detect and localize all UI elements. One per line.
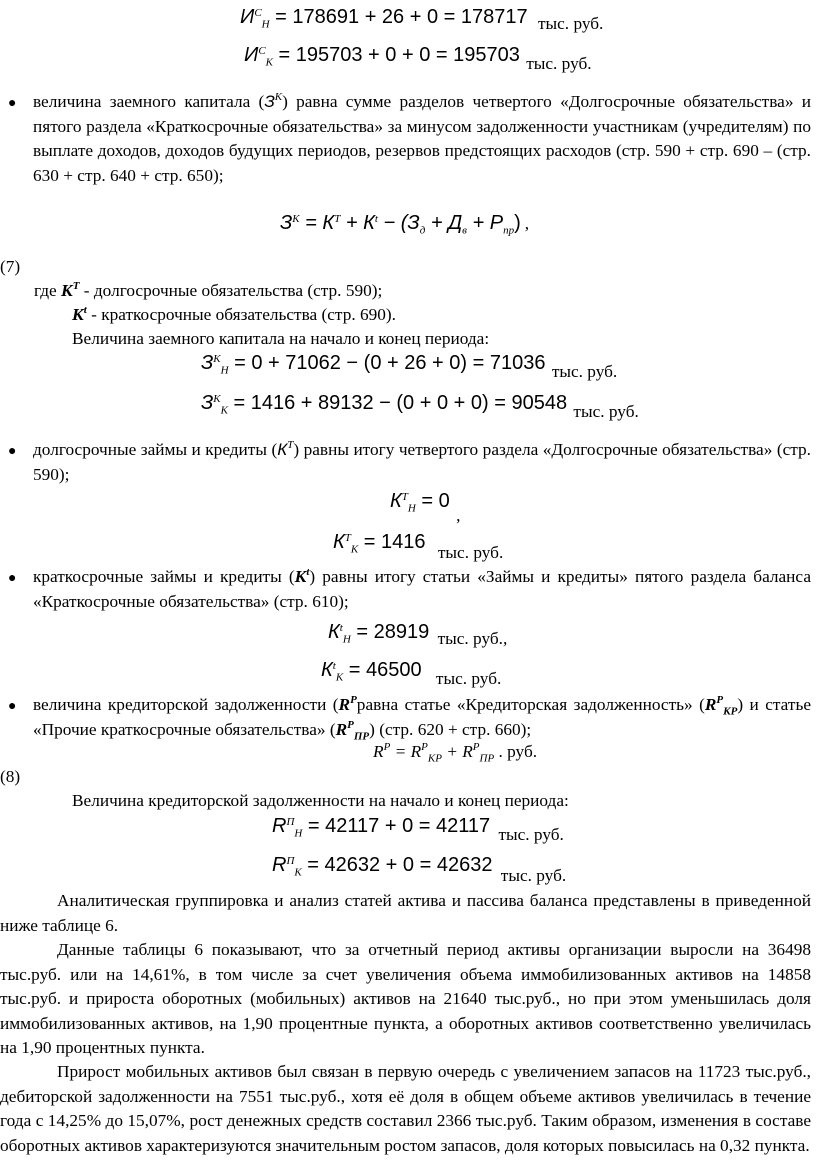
formula-ic-end: $И^С_К = 195703 + 0 + 0 = 195703$ тыс. руб. bbox=[244, 44, 592, 73]
bullet-borrowed-capital: величина заемного капитала $(З^К)$ равна сумме разделов четвертого «Долгосрочные обязательства» и пятого раздела «Краткосрочные обязательства» за минусом задолженности участникам (учредителям) по выплате доходов, доходов будущих периодов, резервов предстоящих расходов (стр. 590 + стр. 690 – (стр. 630 + стр. 640 + стр. 650); bbox=[33, 91, 812, 185]
formula-lt-start: $К^Т_Н = 0$ , bbox=[390, 490, 461, 525]
where-long-term: где $К^Т$ - долгосрочные обязательства (стр. 590); bbox=[34, 280, 383, 300]
bullet-accounts-payable: величина кредиторской задолженности ($R^Pравна$ статье «Кредиторская задолженность» $(R^P_{КР})$ и статье «Прочие краткосрочные обязательства» $(R^P_{ПР})$ (стр. 620 + стр. 660); bbox=[33, 694, 812, 742]
paragraph-mobile-assets: Прирост мобильных активов был связан в первую очередь с увеличением запасов на 11723 тыс.руб., дебиторской задолженности на 7551 тыс.руб., хотя её доля в общем объеме активов увеличилась в течение года с 14,25% до 15,07%, рост денежных средств составил 2366 тыс.руб. Таким образом, изменения в составе оборотных активов характеризуются значительным ростом запасов, доля которых повысилась на 0,32 пункта. bbox=[0, 1062, 811, 1155]
formula-accounts-payable: $R^P = R^P_{КР} + R^P_{ПР}$ . руб. bbox=[373, 741, 538, 765]
paragraph-table-data: Данные таблицы 6 показывают, что за отчетный период активы организации выросли на 36498 тыс.руб. или на 14,61%, в том числе за счет увеличения объема иммобилизованных активов на 14858 тыс.руб. и прироста оборотных (мобильных) активов на 21640 тыс.руб., но при этом уменьшилась доля иммобилизованных активов, на 1,90 процентные пункта, а оборотных активов соответственно увеличилась на 1,90 процентных пункта. bbox=[0, 940, 811, 1057]
payables-intro: Величина кредиторской задолженности на начало и конец периода: bbox=[72, 791, 569, 810]
paragraph-analytical-grouping: Аналитическая группировка и анализ статей актива и пассива баланса представлены в приведенной ниже таблице 6. bbox=[0, 891, 811, 935]
equation-number-8: (8) bbox=[0, 767, 21, 786]
bullet-long-term-loans: долгосрочные займы и кредиты $(К^Т)$ равны итогу четвертого раздела «Долгосрочные обязательства» (стр. 590); bbox=[33, 439, 811, 484]
bullet-short-term-loans: краткосрочные займы и кредиты $(К^t)$ равны итогу статьи «Займы и кредиты» пятого раздела баланса «Краткосрочные обязательства» (стр. 610); bbox=[33, 566, 811, 611]
formula-borrowed-end: $З^К_К = 1416 + 89132 - (0 + 0 + 0) = 90548$ тыс. руб. bbox=[201, 392, 639, 421]
bullet-dot: ● bbox=[8, 699, 17, 714]
bullet-dot: ● bbox=[8, 96, 17, 111]
formula-payables-start: $R^П_Н = 42117 + 0 = 42117$ тыс. руб. bbox=[272, 815, 564, 844]
formula-borrowed-capital: $З^К = К^Т + К^t - (З_д + Д_в + Р_{пр})$ , bbox=[280, 212, 530, 237]
formula-borrowed-start: $З^К_Н = 0 + 71062 - (0 + 26 + 0) = 71036$ тыс. руб. bbox=[201, 352, 618, 381]
formula-st-end: $К^t_К = 46500$ тыс. руб. bbox=[321, 659, 502, 688]
bullet-dot: ● bbox=[8, 571, 17, 586]
bullet-dot: ● bbox=[8, 444, 17, 459]
formula-payables-end: $R^П_К = 42632 + 0 = 42632$ тыс. руб. bbox=[272, 854, 567, 885]
loan-capital-intro: Величина заемного капитала на начало и конец периода: bbox=[72, 329, 490, 348]
formula-st-start: $К^t_Н = 28919$ тыс. руб., bbox=[328, 621, 508, 648]
where-short-term: $К^t$ - краткосрочные обязательства (стр. 690). bbox=[72, 304, 396, 324]
equation-number-7: (7) bbox=[0, 257, 21, 276]
formula-ic-start: $И^С_Н = 178691 + 26 + 0 = 178717$ тыс. руб. bbox=[240, 6, 604, 33]
formula-lt-end: $К^Т_К = 1416$ тыс. руб. bbox=[333, 531, 504, 562]
